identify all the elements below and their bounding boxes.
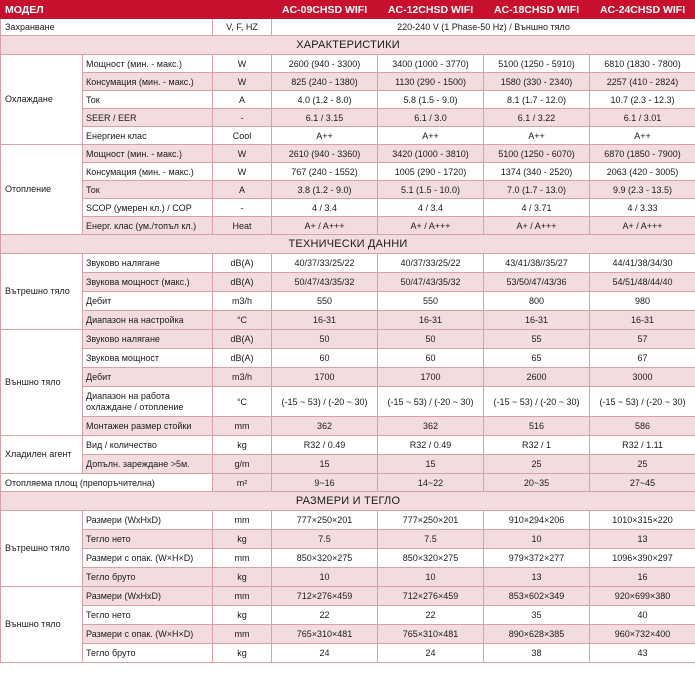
value-cell: 516 bbox=[484, 417, 590, 436]
value-cell: 3.8 (1.2 - 9.0) bbox=[272, 181, 378, 199]
value-cell: 40/37/33/25/22 bbox=[378, 254, 484, 273]
unit-label: Cool bbox=[213, 127, 272, 145]
value-cell: 6870 (1850 - 7900) bbox=[590, 145, 695, 163]
value-cell: 40 bbox=[590, 606, 695, 625]
value-cell: 6.1 / 3.22 bbox=[484, 109, 590, 127]
value-cell: 2610 (940 - 3360) bbox=[272, 145, 378, 163]
value-cell: A+ / A+++ bbox=[272, 217, 378, 235]
supply-row bbox=[1, 19, 695, 36]
group-label: Хладилен агент bbox=[1, 436, 83, 474]
value-cell: 22 bbox=[378, 606, 484, 625]
value-cell: 54/51/48/44/40 bbox=[590, 273, 695, 292]
value-cell: (-15 ~ 53) / (-20 ~ 30) bbox=[590, 387, 695, 417]
value-cell: 10 bbox=[484, 530, 590, 549]
unit-label: mm bbox=[213, 625, 272, 644]
value-cell: R32 / 1.11 bbox=[590, 436, 695, 455]
value-cell: 4 / 3.33 bbox=[590, 199, 695, 217]
param-label: Размери с опак. (W×H×D) bbox=[83, 549, 213, 568]
spec-row bbox=[1, 145, 695, 163]
param-label: Звукова мощност bbox=[83, 349, 213, 368]
section-title: ТЕХНИЧЕСКИ ДАННИ bbox=[1, 235, 695, 254]
value-cell: 16-31 bbox=[378, 311, 484, 330]
group-label: Отопление bbox=[1, 145, 83, 235]
value-cell: 16-31 bbox=[590, 311, 695, 330]
param-label: SCOP (умерен кл.) / COP bbox=[83, 199, 213, 217]
value-cell: 550 bbox=[272, 292, 378, 311]
value-cell: 3400 (1000 - 3770) bbox=[378, 55, 484, 73]
param-label: Звукова мощност (макс.) bbox=[83, 273, 213, 292]
model-name: AC-12CHSD WIFI bbox=[378, 1, 484, 19]
value-cell: 3000 bbox=[590, 368, 695, 387]
value-cell: 920×699×380 bbox=[590, 587, 695, 606]
value-cell: 7.0 (1.7 - 13.0) bbox=[484, 181, 590, 199]
spec-row bbox=[1, 181, 695, 199]
spec-table-body bbox=[1, 1, 695, 663]
value-cell: 7.5 bbox=[378, 530, 484, 549]
group-label: Вътрешно тяло bbox=[1, 511, 83, 587]
value-cell: 1700 bbox=[272, 368, 378, 387]
value-cell: 10.7 (2.3 - 12.3) bbox=[590, 91, 695, 109]
value-cell: 980 bbox=[590, 292, 695, 311]
value-cell: 50/47/43/35/32 bbox=[378, 273, 484, 292]
section-tech bbox=[1, 235, 695, 254]
group-label: Вътрешно тяло bbox=[1, 254, 83, 330]
value-cell: 1700 bbox=[378, 368, 484, 387]
spec-row bbox=[1, 625, 695, 644]
supply-value: 220-240 V (1 Phase-50 Hz) / Външно тяло bbox=[272, 19, 695, 36]
unit-label: - bbox=[213, 109, 272, 127]
value-cell: 14~22 bbox=[378, 474, 484, 492]
unit-label: dB(A) bbox=[213, 254, 272, 273]
param-label: Вид / количество bbox=[83, 436, 213, 455]
spec-row bbox=[1, 199, 695, 217]
unit-label: - bbox=[213, 199, 272, 217]
unit-label: g/m bbox=[213, 455, 272, 474]
unit-label: kg bbox=[213, 644, 272, 663]
value-cell: 2600 (940 - 3300) bbox=[272, 55, 378, 73]
supply-unit: V, F, HZ bbox=[213, 19, 272, 36]
unit-label: A bbox=[213, 91, 272, 109]
spec-row bbox=[1, 606, 695, 625]
model-name: AC-24CHSD WIFI bbox=[590, 1, 695, 19]
value-cell: 25 bbox=[484, 455, 590, 474]
value-cell: 2600 bbox=[484, 368, 590, 387]
model-name: AC-18CHSD WIFI bbox=[484, 1, 590, 19]
value-cell: 6.1 / 3.15 bbox=[272, 109, 378, 127]
spec-row bbox=[1, 311, 695, 330]
value-cell: 2257 (410 - 2824) bbox=[590, 73, 695, 91]
value-cell: 767 (240 - 1552) bbox=[272, 163, 378, 181]
spec-row bbox=[1, 417, 695, 436]
section-dims bbox=[1, 492, 695, 511]
value-cell: 13 bbox=[484, 568, 590, 587]
value-cell: 4.0 (1.2 - 8.0) bbox=[272, 91, 378, 109]
model-name: AC-09CHSD WIFI bbox=[272, 1, 378, 19]
value-cell: 362 bbox=[378, 417, 484, 436]
param-label: Размери с опак. (W×H×D) bbox=[83, 625, 213, 644]
unit-label: mm bbox=[213, 511, 272, 530]
value-cell: 27~45 bbox=[590, 474, 695, 492]
param-label: Енерг. клас (ум./топъл кл.) bbox=[83, 217, 213, 235]
param-label: Ток bbox=[83, 181, 213, 199]
value-cell: 6.1 / 3.0 bbox=[378, 109, 484, 127]
spec-row bbox=[1, 387, 695, 417]
value-cell: 586 bbox=[590, 417, 695, 436]
value-cell: 800 bbox=[484, 292, 590, 311]
value-cell: 55 bbox=[484, 330, 590, 349]
unit-label: W bbox=[213, 73, 272, 91]
unit-label: W bbox=[213, 145, 272, 163]
value-cell: 9.9 (2.3 - 13.5) bbox=[590, 181, 695, 199]
value-cell: 4 / 3.4 bbox=[378, 199, 484, 217]
value-cell: 5100 (1250 - 5910) bbox=[484, 55, 590, 73]
value-cell: 777×250×201 bbox=[272, 511, 378, 530]
value-cell: 960×732×400 bbox=[590, 625, 695, 644]
value-cell: 765×310×481 bbox=[378, 625, 484, 644]
spec-row bbox=[1, 127, 695, 145]
value-cell: 24 bbox=[272, 644, 378, 663]
value-cell: R32 / 1 bbox=[484, 436, 590, 455]
value-cell: 50 bbox=[378, 330, 484, 349]
value-cell: 40/37/33/25/22 bbox=[272, 254, 378, 273]
spec-row bbox=[1, 511, 695, 530]
unit-label: m² bbox=[213, 474, 272, 492]
group-label: Външно тяло bbox=[1, 330, 83, 436]
value-cell: 1580 (330 - 2340) bbox=[484, 73, 590, 91]
section-title: ХАРАКТЕРИСТИКИ bbox=[1, 36, 695, 55]
supply-label: Захранване bbox=[1, 19, 213, 36]
value-cell: 6810 (1830 - 7800) bbox=[590, 55, 695, 73]
value-cell: 15 bbox=[272, 455, 378, 474]
value-cell: 43/41/38//35/27 bbox=[484, 254, 590, 273]
spec-row bbox=[1, 91, 695, 109]
spec-row bbox=[1, 368, 695, 387]
value-cell: 550 bbox=[378, 292, 484, 311]
param-label: Консумация (мин. - макс.) bbox=[83, 163, 213, 181]
value-cell: 35 bbox=[484, 606, 590, 625]
unit-label: W bbox=[213, 55, 272, 73]
spec-row bbox=[1, 163, 695, 181]
param-label: Диапазон на настройка bbox=[83, 311, 213, 330]
param-label: Монтажен размер стойки bbox=[83, 417, 213, 436]
value-cell: 65 bbox=[484, 349, 590, 368]
value-cell: (-15 ~ 53) / (-20 ~ 30) bbox=[484, 387, 590, 417]
area-label: Отопляема площ (препоръчителна) bbox=[1, 474, 213, 492]
value-cell: A++ bbox=[590, 127, 695, 145]
unit-label: W bbox=[213, 163, 272, 181]
value-cell: 5.8 (1.5 - 9.0) bbox=[378, 91, 484, 109]
spec-row bbox=[1, 530, 695, 549]
unit-label: dB(A) bbox=[213, 349, 272, 368]
value-cell: 1005 (290 - 1720) bbox=[378, 163, 484, 181]
spec-row bbox=[1, 109, 695, 127]
value-cell: 890×628×385 bbox=[484, 625, 590, 644]
value-cell: 24 bbox=[378, 644, 484, 663]
spec-row bbox=[1, 568, 695, 587]
value-cell: A+ / A+++ bbox=[590, 217, 695, 235]
param-label: Размери (WxHxD) bbox=[83, 511, 213, 530]
unit-label: dB(A) bbox=[213, 330, 272, 349]
section-characteristics bbox=[1, 36, 695, 55]
param-label: Тегло нето bbox=[83, 606, 213, 625]
value-cell: 853×602×349 bbox=[484, 587, 590, 606]
value-cell: 850×320×275 bbox=[378, 549, 484, 568]
value-cell: 2063 (420 - 3005) bbox=[590, 163, 695, 181]
value-cell: 38 bbox=[484, 644, 590, 663]
value-cell: 979×372×277 bbox=[484, 549, 590, 568]
value-cell: (-15 ~ 53) / (-20 ~ 30) bbox=[378, 387, 484, 417]
value-cell: A+ / A+++ bbox=[378, 217, 484, 235]
value-cell: A++ bbox=[272, 127, 378, 145]
unit-label: A bbox=[213, 181, 272, 199]
spec-row bbox=[1, 73, 695, 91]
value-cell: 362 bbox=[272, 417, 378, 436]
value-cell: 1096×390×297 bbox=[590, 549, 695, 568]
value-cell: 1010×315×220 bbox=[590, 511, 695, 530]
value-cell: 43 bbox=[590, 644, 695, 663]
value-cell: R32 / 0.49 bbox=[272, 436, 378, 455]
unit-label: dB(A) bbox=[213, 273, 272, 292]
value-cell: 4 / 3.71 bbox=[484, 199, 590, 217]
value-cell: 712×276×459 bbox=[272, 587, 378, 606]
param-label: Ток bbox=[83, 91, 213, 109]
value-cell: 60 bbox=[272, 349, 378, 368]
spec-row bbox=[1, 55, 695, 73]
spec-row bbox=[1, 436, 695, 455]
value-cell: 16-31 bbox=[484, 311, 590, 330]
spec-row bbox=[1, 292, 695, 311]
unit-label: m3/h bbox=[213, 292, 272, 311]
param-label: Мощност (мин. - макс.) bbox=[83, 145, 213, 163]
spec-row bbox=[1, 254, 695, 273]
spec-row bbox=[1, 549, 695, 568]
param-label: Звуково налягане bbox=[83, 330, 213, 349]
param-label: Консумация (мин. - макс.) bbox=[83, 73, 213, 91]
group-label: Външно тяло bbox=[1, 587, 83, 663]
value-cell: 50 bbox=[272, 330, 378, 349]
spec-row bbox=[1, 455, 695, 474]
unit-label: mm bbox=[213, 417, 272, 436]
value-cell: 25 bbox=[590, 455, 695, 474]
value-cell: 9~16 bbox=[272, 474, 378, 492]
value-cell: A+ / A+++ bbox=[484, 217, 590, 235]
unit-label: °C bbox=[213, 311, 272, 330]
unit-label: °C bbox=[213, 387, 272, 417]
value-cell: A++ bbox=[484, 127, 590, 145]
param-label: Дебит bbox=[83, 368, 213, 387]
value-cell: 44/41/38/34/30 bbox=[590, 254, 695, 273]
value-cell: 20~35 bbox=[484, 474, 590, 492]
unit-label: kg bbox=[213, 606, 272, 625]
value-cell: 13 bbox=[590, 530, 695, 549]
value-cell: 15 bbox=[378, 455, 484, 474]
unit-label: m3/h bbox=[213, 368, 272, 387]
param-label: Диапазон на работа охлаждане / отопление bbox=[83, 387, 213, 417]
value-cell: 5.1 (1.5 - 10.0) bbox=[378, 181, 484, 199]
value-cell: 4 / 3.4 bbox=[272, 199, 378, 217]
spec-row bbox=[1, 349, 695, 368]
value-cell: 910×294×206 bbox=[484, 511, 590, 530]
value-cell: 10 bbox=[378, 568, 484, 587]
section-title: РАЗМЕРИ И ТЕГЛО bbox=[1, 492, 695, 511]
unit-label: kg bbox=[213, 530, 272, 549]
value-cell: 8.1 (1.7 - 12.0) bbox=[484, 91, 590, 109]
unit-label: kg bbox=[213, 436, 272, 455]
value-cell: A++ bbox=[378, 127, 484, 145]
spec-row bbox=[1, 217, 695, 235]
value-cell: 57 bbox=[590, 330, 695, 349]
param-label: Тегло нето bbox=[83, 530, 213, 549]
header-row bbox=[1, 1, 695, 19]
value-cell: 7.5 bbox=[272, 530, 378, 549]
value-cell: 16 bbox=[590, 568, 695, 587]
param-label: Тегло бруто bbox=[83, 568, 213, 587]
value-cell: 50/47/43/35/32 bbox=[272, 273, 378, 292]
spec-row bbox=[1, 273, 695, 292]
value-cell: R32 / 0.49 bbox=[378, 436, 484, 455]
value-cell: 1130 (290 - 1500) bbox=[378, 73, 484, 91]
area-row bbox=[1, 474, 695, 492]
spec-row bbox=[1, 330, 695, 349]
param-label: Дебит bbox=[83, 292, 213, 311]
value-cell: 16-31 bbox=[272, 311, 378, 330]
unit-label: mm bbox=[213, 587, 272, 606]
value-cell: 6.1 / 3.01 bbox=[590, 109, 695, 127]
param-label: Мощност (мин. - макс.) bbox=[83, 55, 213, 73]
value-cell: 850×320×275 bbox=[272, 549, 378, 568]
group-label: Охлаждане bbox=[1, 55, 83, 145]
param-label: Звуково налягане bbox=[83, 254, 213, 273]
value-cell: 67 bbox=[590, 349, 695, 368]
param-label: Допълн. зареждане >5м. bbox=[83, 455, 213, 474]
value-cell: 777×250×201 bbox=[378, 511, 484, 530]
value-cell: 22 bbox=[272, 606, 378, 625]
value-cell: 3420 (1000 - 3810) bbox=[378, 145, 484, 163]
value-cell: 60 bbox=[378, 349, 484, 368]
unit-label: kg bbox=[213, 568, 272, 587]
param-label: Тегло бруто bbox=[83, 644, 213, 663]
value-cell: 712×276×459 bbox=[378, 587, 484, 606]
value-cell: 825 (240 - 1380) bbox=[272, 73, 378, 91]
unit-label: mm bbox=[213, 549, 272, 568]
param-label: Размери (WxHxD) bbox=[83, 587, 213, 606]
value-cell: 765×310×481 bbox=[272, 625, 378, 644]
value-cell: (-15 ~ 53) / (-20 ~ 30) bbox=[272, 387, 378, 417]
param-label: SEER / EER bbox=[83, 109, 213, 127]
unit-label: Heat bbox=[213, 217, 272, 235]
value-cell: 5100 (1250 - 6070) bbox=[484, 145, 590, 163]
spec-row bbox=[1, 644, 695, 663]
value-cell: 10 bbox=[272, 568, 378, 587]
value-cell: 53/50/47/43/36 bbox=[484, 273, 590, 292]
model-label: МОДЕЛ bbox=[1, 1, 272, 19]
param-label: Енергиен клас bbox=[83, 127, 213, 145]
value-cell: 1374 (340 - 2520) bbox=[484, 163, 590, 181]
spec-row bbox=[1, 587, 695, 606]
